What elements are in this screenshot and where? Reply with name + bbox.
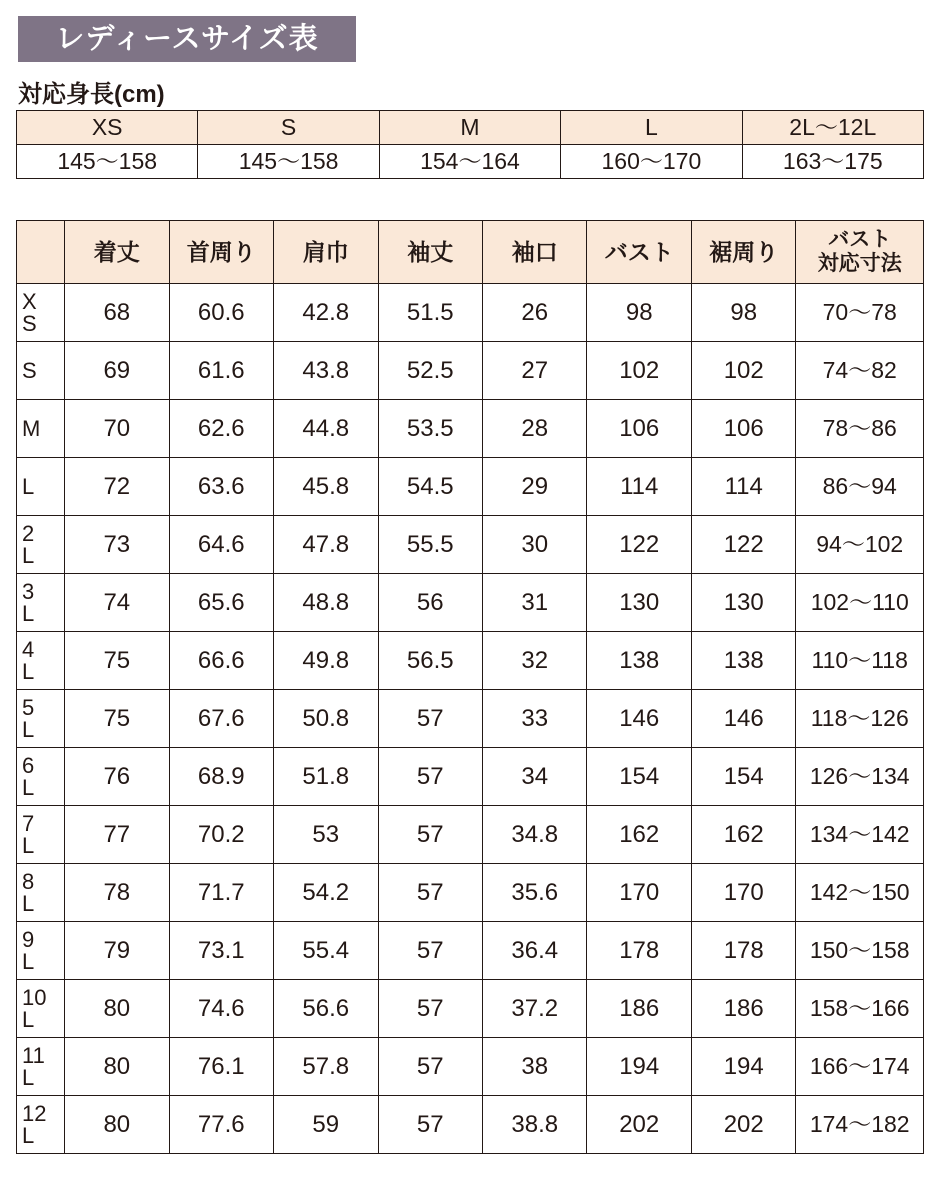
- cell-sleeve: 57: [378, 748, 482, 806]
- cell-bust: 98: [587, 284, 691, 342]
- row-size-line2: L: [22, 832, 35, 858]
- row-size-line2: L: [22, 890, 35, 916]
- column-header-cuff: 袖口: [483, 221, 587, 284]
- height-size-header: 2L〜12L: [742, 111, 923, 145]
- cell-shoulder: 56.6: [274, 980, 378, 1038]
- measurements-table: [16, 220, 924, 1154]
- cell-sleeve: 57: [378, 922, 482, 980]
- cell-bust-range: 74〜82: [796, 342, 924, 400]
- table-row: [17, 806, 924, 864]
- height-table-value-row: [17, 145, 924, 179]
- column-header-bust-fit-line1: バスト: [828, 228, 892, 252]
- row-size-line1: 3: [22, 578, 35, 604]
- column-header-neck: 首周り: [169, 221, 273, 284]
- cell-cuff: 35.6: [483, 864, 587, 922]
- cell-neck: 70.2: [169, 806, 273, 864]
- cell-length: 79: [65, 922, 169, 980]
- row-size-label: [17, 806, 65, 864]
- cell-hem: 178: [691, 922, 795, 980]
- table-row: [17, 748, 924, 806]
- cell-hem: 114: [691, 458, 795, 516]
- cell-shoulder: 45.8: [274, 458, 378, 516]
- cell-sleeve: 54.5: [378, 458, 482, 516]
- cell-cuff: 32: [483, 632, 587, 690]
- cell-bust: 130: [587, 574, 691, 632]
- cell-neck: 63.6: [169, 458, 273, 516]
- row-size-line2: L: [22, 1122, 35, 1148]
- cell-bust-range: 110〜118: [796, 632, 924, 690]
- cell-shoulder: 47.8: [274, 516, 378, 574]
- cell-length: 80: [65, 980, 169, 1038]
- cell-neck: 64.6: [169, 516, 273, 574]
- table-row: [17, 922, 924, 980]
- row-size-line1: M: [22, 415, 41, 441]
- cell-shoulder: 55.4: [274, 922, 378, 980]
- row-size-label: [17, 342, 65, 400]
- cell-bust: 146: [587, 690, 691, 748]
- cell-shoulder: 59: [274, 1096, 378, 1154]
- cell-hem: 194: [691, 1038, 795, 1096]
- row-size-line1: 5: [22, 694, 35, 720]
- height-range-table: [16, 110, 924, 179]
- table-row: [17, 1096, 924, 1154]
- cell-bust-range: 134〜142: [796, 806, 924, 864]
- table-row: [17, 516, 924, 574]
- cell-shoulder: 57.8: [274, 1038, 378, 1096]
- cell-cuff: 29: [483, 458, 587, 516]
- cell-neck: 62.6: [169, 400, 273, 458]
- cell-neck: 66.6: [169, 632, 273, 690]
- row-size-line2: L: [22, 658, 35, 684]
- cell-sleeve: 57: [378, 1096, 482, 1154]
- cell-cuff: 33: [483, 690, 587, 748]
- row-size-line1: 2: [22, 520, 35, 546]
- cell-neck: 65.6: [169, 574, 273, 632]
- cell-bust: 154: [587, 748, 691, 806]
- cell-bust-range: 86〜94: [796, 458, 924, 516]
- column-header-bust-fit-line2: 対応寸法: [817, 252, 902, 275]
- cell-cuff: 38: [483, 1038, 587, 1096]
- cell-length: 75: [65, 690, 169, 748]
- row-size-line1: 4: [22, 636, 35, 662]
- cell-hem: 186: [691, 980, 795, 1038]
- cell-neck: 67.6: [169, 690, 273, 748]
- row-size-label: [17, 922, 65, 980]
- height-range-cell: 163〜175: [742, 145, 923, 179]
- cell-shoulder: 50.8: [274, 690, 378, 748]
- cell-bust: 114: [587, 458, 691, 516]
- cell-cuff: 34: [483, 748, 587, 806]
- row-size-line1: 11: [22, 1042, 45, 1068]
- page-title-banner: [18, 16, 356, 62]
- row-size-line2: L: [22, 774, 35, 800]
- row-size-label: [17, 1096, 65, 1154]
- row-size-label: [17, 1038, 65, 1096]
- row-size-line2: L: [22, 1064, 35, 1090]
- cell-shoulder: 53: [274, 806, 378, 864]
- table-row: [17, 632, 924, 690]
- row-size-label: [17, 458, 65, 516]
- cell-neck: 74.6: [169, 980, 273, 1038]
- column-header-shoulder: 肩巾: [274, 221, 378, 284]
- cell-bust: 138: [587, 632, 691, 690]
- row-size-line2: S: [22, 310, 37, 336]
- cell-bust: 170: [587, 864, 691, 922]
- cell-sleeve: 57: [378, 690, 482, 748]
- height-range-cell: 145〜158: [17, 145, 198, 179]
- cell-neck: 73.1: [169, 922, 273, 980]
- cell-bust-range: 102〜110: [796, 574, 924, 632]
- row-size-line1: 7: [22, 810, 35, 836]
- cell-cuff: 27: [483, 342, 587, 400]
- row-size-line2: L: [22, 542, 35, 568]
- cell-shoulder: 51.8: [274, 748, 378, 806]
- cell-shoulder: 42.8: [274, 284, 378, 342]
- height-section-heading: 対応身長(cm): [18, 81, 165, 108]
- cell-sleeve: 56.5: [378, 632, 482, 690]
- cell-bust: 202: [587, 1096, 691, 1154]
- table-row: [17, 342, 924, 400]
- cell-bust-range: 118〜126: [796, 690, 924, 748]
- height-size-header: M: [379, 111, 560, 145]
- cell-hem: 106: [691, 400, 795, 458]
- cell-length: 80: [65, 1096, 169, 1154]
- height-size-header: L: [561, 111, 742, 145]
- cell-sleeve: 56: [378, 574, 482, 632]
- row-size-line2: L: [22, 600, 35, 626]
- cell-bust-range: 126〜134: [796, 748, 924, 806]
- cell-sleeve: 51.5: [378, 284, 482, 342]
- height-table-header-row: [17, 111, 924, 145]
- cell-sleeve: 55.5: [378, 516, 482, 574]
- cell-bust-range: 142〜150: [796, 864, 924, 922]
- cell-shoulder: 44.8: [274, 400, 378, 458]
- cell-length: 76: [65, 748, 169, 806]
- table-row: [17, 400, 924, 458]
- row-size-line1: 6: [22, 752, 35, 778]
- row-size-label: [17, 400, 65, 458]
- row-size-line1: 10: [22, 984, 47, 1010]
- cell-hem: 98: [691, 284, 795, 342]
- cell-sleeve: 57: [378, 980, 482, 1038]
- cell-bust-range: 166〜174: [796, 1038, 924, 1096]
- cell-shoulder: 43.8: [274, 342, 378, 400]
- cell-bust-range: 158〜166: [796, 980, 924, 1038]
- cell-sleeve: 57: [378, 806, 482, 864]
- cell-length: 69: [65, 342, 169, 400]
- column-header-length: 着丈: [65, 221, 169, 284]
- column-header-bust: バスト: [587, 221, 691, 284]
- cell-hem: 154: [691, 748, 795, 806]
- row-size-label: [17, 632, 65, 690]
- cell-cuff: 31: [483, 574, 587, 632]
- cell-sleeve: 57: [378, 1038, 482, 1096]
- cell-neck: 77.6: [169, 1096, 273, 1154]
- cell-bust-range: 94〜102: [796, 516, 924, 574]
- cell-bust: 122: [587, 516, 691, 574]
- cell-bust: 162: [587, 806, 691, 864]
- cell-shoulder: 54.2: [274, 864, 378, 922]
- row-size-line1: 9: [22, 926, 35, 952]
- cell-length: 68: [65, 284, 169, 342]
- cell-bust: 106: [587, 400, 691, 458]
- cell-cuff: 34.8: [483, 806, 587, 864]
- cell-cuff: 38.8: [483, 1096, 587, 1154]
- cell-bust: 186: [587, 980, 691, 1038]
- cell-length: 72: [65, 458, 169, 516]
- table-row: [17, 284, 924, 342]
- cell-bust: 178: [587, 922, 691, 980]
- cell-length: 77: [65, 806, 169, 864]
- column-header-hem: 裾周り: [691, 221, 795, 284]
- cell-sleeve: 52.5: [378, 342, 482, 400]
- cell-hem: 202: [691, 1096, 795, 1154]
- height-size-header: XS: [17, 111, 198, 145]
- cell-length: 75: [65, 632, 169, 690]
- cell-bust: 102: [587, 342, 691, 400]
- corner-cell: [17, 221, 65, 284]
- cell-shoulder: 48.8: [274, 574, 378, 632]
- row-size-label: [17, 980, 65, 1038]
- cell-neck: 71.7: [169, 864, 273, 922]
- column-header-sleeve-length: 袖丈: [378, 221, 482, 284]
- cell-length: 73: [65, 516, 169, 574]
- cell-cuff: 28: [483, 400, 587, 458]
- height-range-cell: 154〜164: [379, 145, 560, 179]
- row-size-label: [17, 516, 65, 574]
- cell-cuff: 36.4: [483, 922, 587, 980]
- cell-neck: 68.9: [169, 748, 273, 806]
- page-title: レディースサイズ表: [55, 22, 319, 55]
- cell-neck: 60.6: [169, 284, 273, 342]
- cell-hem: 130: [691, 574, 795, 632]
- row-size-line2: L: [22, 1006, 35, 1032]
- row-size-line1: 8: [22, 868, 35, 894]
- cell-length: 74: [65, 574, 169, 632]
- cell-bust-range: 70〜78: [796, 284, 924, 342]
- cell-length: 78: [65, 864, 169, 922]
- cell-hem: 170: [691, 864, 795, 922]
- row-size-line1: S: [22, 357, 37, 383]
- cell-bust: 194: [587, 1038, 691, 1096]
- row-size-label: [17, 284, 65, 342]
- cell-hem: 146: [691, 690, 795, 748]
- cell-hem: 138: [691, 632, 795, 690]
- row-size-line1: L: [22, 473, 35, 499]
- height-size-header: S: [198, 111, 379, 145]
- cell-shoulder: 49.8: [274, 632, 378, 690]
- row-size-label: [17, 864, 65, 922]
- table-row: [17, 690, 924, 748]
- row-size-line2: L: [22, 716, 35, 742]
- measurements-body: [17, 284, 924, 1154]
- cell-bust-range: 78〜86: [796, 400, 924, 458]
- cell-neck: 61.6: [169, 342, 273, 400]
- cell-neck: 76.1: [169, 1038, 273, 1096]
- column-header-bust-fit: [796, 221, 924, 284]
- cell-bust-range: 174〜182: [796, 1096, 924, 1154]
- cell-cuff: 37.2: [483, 980, 587, 1038]
- cell-sleeve: 57: [378, 864, 482, 922]
- row-size-line2: L: [22, 948, 35, 974]
- height-range-cell: 145〜158: [198, 145, 379, 179]
- cell-cuff: 26: [483, 284, 587, 342]
- measurements-header-row: [17, 221, 924, 284]
- cell-hem: 122: [691, 516, 795, 574]
- table-row: [17, 1038, 924, 1096]
- cell-sleeve: 53.5: [378, 400, 482, 458]
- table-row: [17, 980, 924, 1038]
- cell-bust-range: 150〜158: [796, 922, 924, 980]
- cell-hem: 102: [691, 342, 795, 400]
- table-row: [17, 864, 924, 922]
- cell-hem: 162: [691, 806, 795, 864]
- cell-length: 70: [65, 400, 169, 458]
- table-row: [17, 574, 924, 632]
- height-range-cell: 160〜170: [561, 145, 742, 179]
- table-row: [17, 458, 924, 516]
- row-size-line1: 12: [22, 1100, 47, 1126]
- cell-cuff: 30: [483, 516, 587, 574]
- row-size-label: [17, 748, 65, 806]
- row-size-label: [17, 690, 65, 748]
- cell-length: 80: [65, 1038, 169, 1096]
- row-size-label: [17, 574, 65, 632]
- row-size-line1: X: [22, 288, 37, 314]
